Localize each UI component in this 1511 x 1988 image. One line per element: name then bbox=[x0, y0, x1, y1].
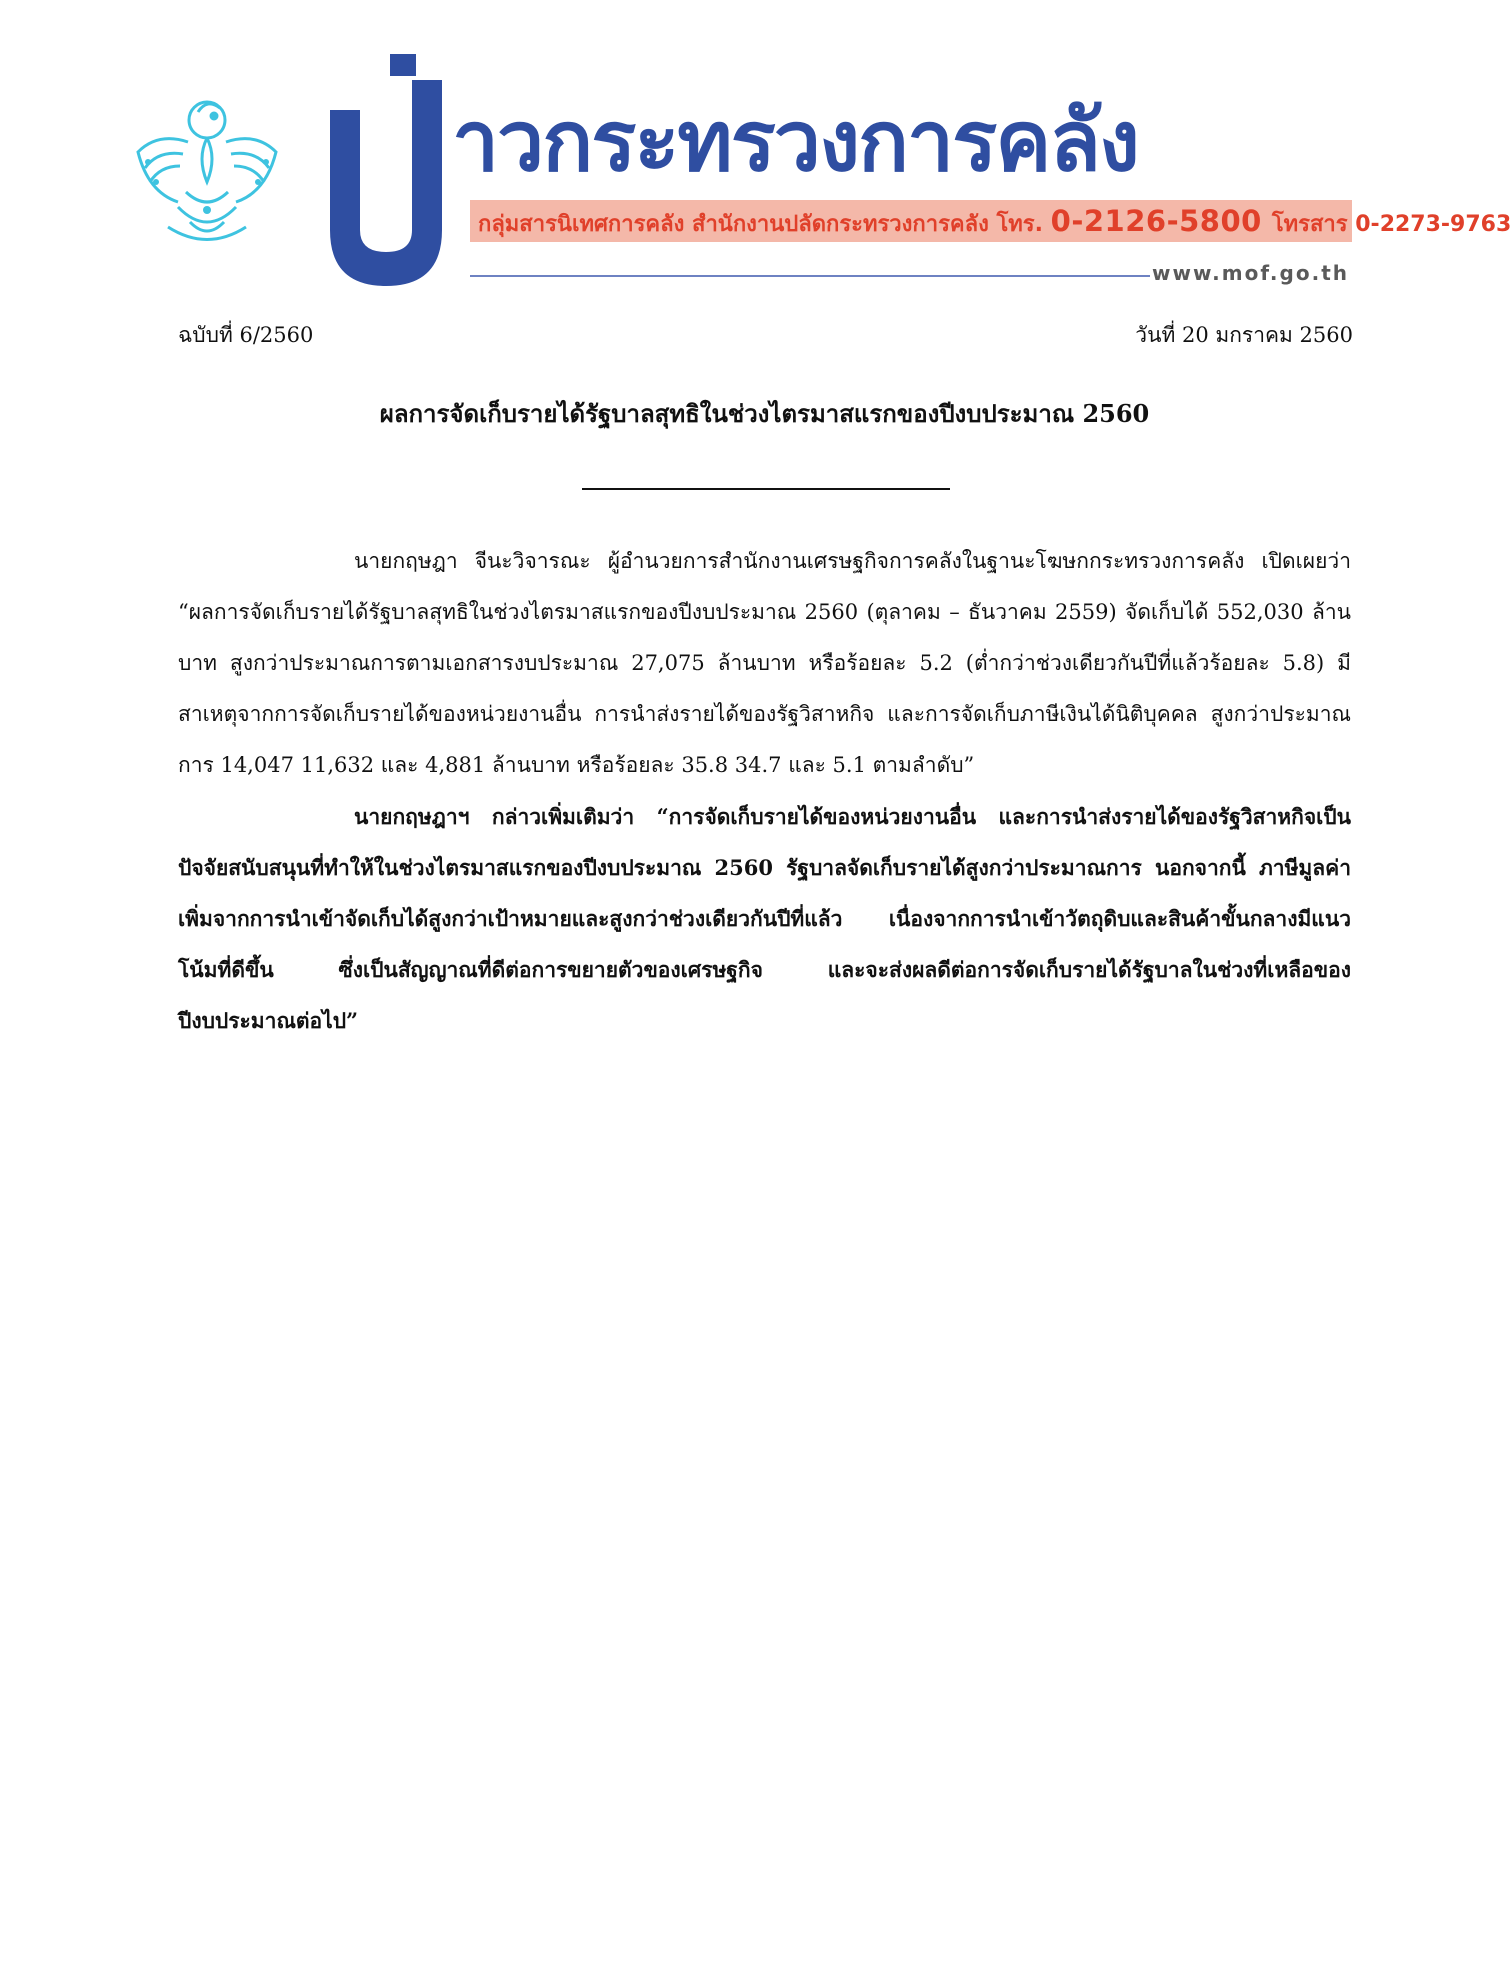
document-body bbox=[178, 536, 1351, 1046]
paragraph-1: นายกฤษฎา จีนะวิจารณะ ผู้อำนวยการสำนักงานเศรษฐกิจการคลังในฐานะโฆษกกระทรวงการคลัง เปิดเผยว่า “ผลการจัดเก็บรายได้รัฐบาลสุทธิในช่วงไตรมาสแรกของปีงบประมาณ 2560 (ตุลาคม – ธันวาคม 2559) จัดเก็บได้ 552,030 ล้านบาท สูงกว่าประมาณการตามเอกสารงบประมาณ 27,075 ล้านบาท หรือร้อยละ 5.2 (ต่ำกว่าช่วงเดียวกันปีที่แล้วร้อยละ 5.8) มีสาเหตุจากการจัดเก็บรายได้ของหน่วยงานอื่น การนำส่งรายได้ของรัฐวิสาหกิจ และการจัดเก็บภาษีเงินได้นิติบุคคล สูงกว่าประมาณการ 14,047 11,632 และ 4,881 ล้านบาท หรือร้อยละ 35.8 34.7 และ 5.1 ตามลำดับ” bbox=[178, 549, 1351, 777]
website-link[interactable]: www.mof.go.th bbox=[1152, 261, 1349, 285]
fax-label: โทรสาร bbox=[1271, 212, 1348, 237]
issue-date: วันที่ 20 มกราคม 2560 bbox=[1135, 323, 1353, 347]
contact-org: กลุ่มสารนิเทศการคลัง สำนักงานปลัดกระทรวงการคลัง โทร. bbox=[478, 212, 1043, 237]
paragraph-2: นายกฤษฎาฯ กล่าวเพิ่มเติมว่า “การจัดเก็บรายได้ของหน่วยงานอื่น และการนำส่งรายได้ของรัฐวิสาหกิจเป็นปัจจัยสนับสนุนที่ทำให้ในช่วงไตรมาสแรกของปีงบประมาณ 2560 รัฐบาลจัดเก็บรายได้สูงกว่าประมาณการ นอกจากนี้ ภาษีมูลค่าเพิ่มจากการนำเข้าจัดเก็บได้สูงกว่าเป้าหมายและสูงกว่าช่วงเดียวกันปีที่แล้ว เนื่องจากการนำเข้าวัตถุดิบและสินค้าขั้นกลางมีแนวโน้มที่ดีขึ้น ซึ่งเป็นสัญญาณที่ดีต่อการขยายตัวของเศรษฐกิจ และจะส่งผลดีต่อการจัดเก็บรายได้รัฐบาลในช่วงที่เหลือของปีงบประมาณต่อไป” bbox=[178, 804, 1351, 1033]
phone-number: 0-2126-5800 bbox=[1050, 204, 1262, 238]
title-underline bbox=[582, 488, 950, 490]
garuda-emblem-icon bbox=[128, 92, 286, 246]
masthead-initial-letter bbox=[318, 54, 448, 286]
issue-number: ฉบับที่ 6/2560 bbox=[178, 323, 314, 347]
masthead-rule bbox=[470, 275, 1150, 277]
masthead-title: าวกระทรวงการคลัง bbox=[452, 92, 1138, 190]
fax-number: 0-2273-9763 bbox=[1355, 212, 1511, 237]
document-title: ผลการจัดเก็บรายได้รัฐบาลสุทธิในช่วงไตรมาสแรกของปีงบประมาณ 2560 bbox=[379, 399, 1150, 428]
contact-bar bbox=[470, 200, 1511, 242]
masthead bbox=[0, 0, 1511, 300]
